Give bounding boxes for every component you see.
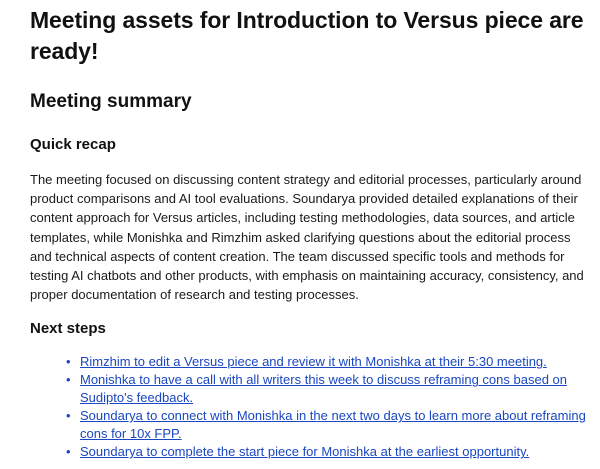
next-step-link[interactable]: Monishka to have a call with all writers this week to discuss reframing cons based on Sudipto's feedback. [80, 372, 567, 406]
next-step-link[interactable]: Rimzhim to edit a Versus piece and review it with Monishka at their 5:30 meeting. [80, 354, 547, 370]
next-step-link[interactable]: Soundarya to connect with Monishka in the next two days to learn more about reframing cons for 10x FPP. [80, 408, 586, 442]
next-step-item [66, 443, 590, 461]
bullet-icon: • [66, 444, 71, 460]
next-step-item [66, 371, 590, 407]
quick-recap-text: The meeting focused on discussing content strategy and editorial processes, particularly around product comparisons and AI tool evaluations. Soundarya provided detailed explanations of their content approach for Versus articles, including testing methodologies, data sources, and article templates, while Monishka and Rimzhim asked clarifying questions about the editorial process and technical aspects of content creation. The team discussed specific tools and methods for testing AI chatbots and other products, with emphasis on maintaining accuracy, consistency, and proper documentation of research and testing processes. [30, 172, 584, 303]
quick-recap-heading: Quick recap [30, 136, 116, 153]
email-body [30, 0, 590, 461]
next-steps-list [30, 353, 590, 461]
next-step-link[interactable]: Soundarya to complete the start piece for Monishka at the earliest opportunity. [80, 444, 530, 460]
next-step-item [66, 353, 590, 371]
meeting-summary-heading: Meeting summary [30, 91, 192, 112]
page-title: Meeting assets for Introduction to Versus piece are ready! [30, 7, 584, 64]
bullet-icon: • [66, 408, 71, 424]
bullet-icon: • [66, 354, 71, 370]
bullet-icon: • [66, 372, 71, 388]
next-steps-heading: Next steps [30, 320, 106, 338]
next-step-item [66, 407, 590, 443]
